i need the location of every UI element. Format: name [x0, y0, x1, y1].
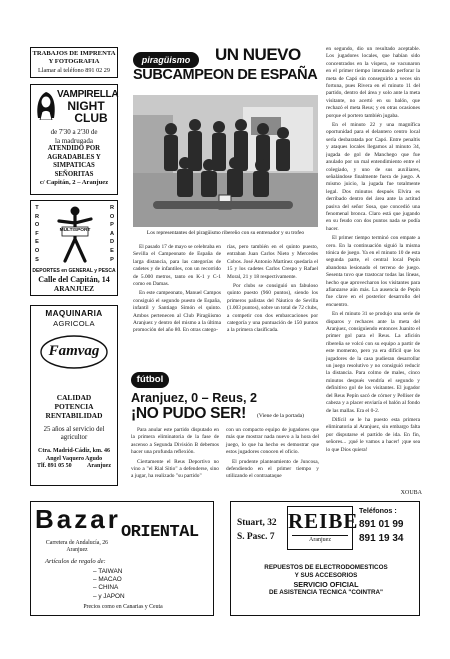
futbol-col2-p2: El prudente planteamiento de Juncosa, defendiendo en el primer tiempo y utilizando el contraataque [226, 458, 319, 480]
right-col-p2: En el minuto 22 y una magnífica oportunidad para el delantero centro local sería desbaratada por Capó. Entre penaltis y ataques locales llegamos al minuto 34, jugada de gol de Manchego que fue anulado por un mal entendimiento entre el colegiado, y uno de sus auxiliares, señalándose finalmente fuera de juego. A mismo juicio, la jugada fue totalmente legal. Dos minutos después Elvira es derribado dentro del área ante la actitud pasiva del señor Sosa, que concedió una fenomenal bronca. Claro está que jugando en su feudo con dos puntos nada se podía hacer. [326, 122, 420, 232]
piraguismo-col2-p2: Por clubs se consiguió un fabuloso quinto puesto (960 puntos), siendo los primeros palistas del Náutico de Sevilla (1.003 puntos), sobre un total de 72 clubs, a competir con dos embarcaciones por categoría y una puntuación de 150 puntos a la primera clasificada. [227, 283, 318, 334]
bazar-origin-taiwan: – TAIWAN [93, 568, 123, 575]
reibe-logo: REIBE [288, 509, 359, 533]
bazar-origin-china: – CHINA [93, 584, 119, 592]
vampirella-hours: de 7'30 a 2'30 de [50, 128, 98, 136]
reibe-logo-box [287, 506, 359, 550]
bazar-title: Bazar [35, 504, 121, 534]
famvag-addr1: Ctra. Madrid-Cádiz, km. 46 [38, 448, 110, 454]
right-col-p5: Difícil se le ha puesto esta primera eliminatoria al Aranjuez, sin embargo falta por disputarse el partido de ida. En fin, señores... ¡qué le vamos a hacer! ¡que sea lo que Dios quiera! [326, 416, 420, 453]
reibe-tel-label: Teléfonos : [359, 506, 397, 515]
bazar-intro: Artículos de regalo de: [45, 558, 106, 565]
vampirella-address: c/ Capitán, 2 – Aranjuez [39, 179, 109, 186]
famvag-years: 25 años al servicio del [43, 426, 105, 433]
famvag-town: Aranjuez [87, 463, 111, 470]
famvag-quality: CALIDAD [56, 393, 92, 402]
vampirella-line4: SEÑORITAS [54, 170, 94, 178]
imprenta-line1: TRABAJOS DE IMPRENTA [32, 50, 116, 57]
reibe-line2: Y SUS ACCESORIOS [294, 572, 358, 579]
article-signature: XOUBA [400, 490, 422, 496]
reibe-town: Aranjuez [292, 535, 348, 544]
vampirella-hours2: la madrugada [55, 136, 93, 145]
reibe-tel2: 891 19 34 [359, 533, 404, 544]
piraguismo-col1-p1: El pasado 17 de mayo se celebraba en Sevilla el Campeonato de España de larga distancia, para las categorías de cadetes y de infantiles, con un recorrido de 5.000 metros, tanto en K-1 y C-1 como en Damas. [133, 244, 221, 288]
right-col-p1: en segundo, dio un resultado aceptable. Los jugadores locales, que habían sido concentrados en la víspera, se vacunaron en el primer tiempo intentando perforar la meta de Capó sin conseguirlo a veces sin fortuna, pues Rivera en el minuto 11 del partido, dentro del área y solo ante la meta visitante, no acertó en su balón, que rechazó el meta Reus; y en otras ocasiones porque el portero también jugaba. [326, 46, 420, 119]
piraguismo-col1-p2: En este campeonato, Manuel Campos consiguió el segundo puesto de España, infantil y Santiago Simón el quinto. Ambos pertenecen al Club Piragüismo Aranjuez y dentro del mismo a la última promoción del año 80. En otras catego- [133, 290, 221, 334]
famvag-header1: MAQUINARIA [45, 309, 103, 318]
bazar-address2: Aranjuez [66, 547, 88, 554]
imprenta-line2: Y FOTOGRAFIA [48, 58, 100, 65]
vampirella-line2: AGRADABLES Y [47, 153, 101, 161]
multisport-ropa-deporte: R O P A D E P [109, 205, 115, 263]
piraguismo-headline1: UN NUEVO [215, 45, 301, 64]
ad-famvag [30, 305, 118, 486]
famvag-power: POTENCIA [54, 402, 94, 411]
ad-vampirella [30, 84, 118, 195]
bazar-address1: Carretera de Andalucía, 26 [45, 540, 109, 546]
multisport-logo: MULTISPORT [59, 228, 91, 233]
famvag-phone: Tlf. 891 05 50 [37, 463, 72, 470]
futbol-tag: fútbol [131, 372, 169, 388]
vampirella-club: CLUB [74, 111, 108, 125]
famvag-logo: Famvag [48, 343, 100, 359]
vampirella-title: VAMPIRELLA [57, 89, 119, 100]
right-col-p4: En el minuto 31 se produjo una serie de disparos y rechaces ante la meta del Aranjuez, consiguiendo entonces Juanito el primer gol para el Reus. La afición ribereña se volcó con su equipo a partir de este momento, pero ya era difícil que los jugadores de la casa pudieran desarrollar un juego resolutivo y no consiguió reducir la distancia. Para colmo de males, cinco minutos después vendría el segundo y definitivo gol de los visitantes. El jugador del Reus Pepín sacó de córner y Pelliser de cabeza y a placer enviaría el balón al fondo de las mallas. Era el 0-2. [326, 311, 420, 414]
multisport-line1: DEPORTES en GENERAL y PESCA [32, 268, 116, 274]
reibe-tel1: 891 01 99 [359, 519, 404, 530]
bazar-origin-macao: – MACAO [93, 576, 122, 584]
imprenta-phone: Llamar al teléfono 891 02 29 [38, 67, 110, 74]
multisport-figure-icon [53, 205, 97, 263]
bazar-footer: Precios como en Canarias y Ceuta [83, 604, 163, 610]
futbol-headline: Aranjuez, 0 – Reus, 2 [131, 391, 257, 405]
famvag-years2: agricultor [60, 434, 88, 441]
bazar-origin-japon: – y JAPON [93, 592, 125, 600]
piraguismo-col2-p1: rías, pero también en el quinto puesto, entraban Juan Carlos Nieto y Mercedes Cobos. José Antonio Martínez quedaría el 15 y los cadetes Carlos Crespo y Rafael Moral, 21 y 18 respectivamente. [227, 244, 318, 280]
vampirella-night: NIGHT [67, 99, 105, 113]
piraguismo-tag: piragüismo [133, 52, 199, 68]
team-photo-image [133, 95, 318, 227]
famvag-addr2: Angel Vaquero Agudo [45, 455, 103, 462]
futbol-col1-p2: Ciertamente el Reus Deportivo no vino a "el Rial Sitio" a defenderse, sino a jugar, ha realizado "su partido" [131, 458, 219, 480]
reibe-street1: Stuart, 32 [237, 518, 277, 528]
futbol-col2-p1: con un compacto equipo de jugadores que más que mostrar nada nuevo a la hora del juego, lo que ha hecho es demostrar que estos jugadores conocen el oficio. [226, 427, 319, 456]
vampirella-line3: SIMPATICAS [53, 162, 95, 169]
reibe-street2: S. Pasc. 7 [237, 532, 275, 542]
futbol-col1-p1: Para anular este partido disputado en la primera eliminatoria de la fase de ascenso a Segunda División B debemos hacer una profunda reflexión. [131, 427, 219, 456]
right-col-p3: El primer tiempo terminó con empate a cero. En la continuación siguió la misma tónica de juego. Ya en el minuto 10 de esta segunda parte, el central local Pepín abandona lesionado el terreno de juego. Sesenta tuvo que trastocar todas las líneas, hecho que aprovecharon los visitantes para afianzarse aún más. La ausencia de Pepín fue clave en el posterior desarrollo del encuentro. [326, 235, 420, 308]
ad-multisport [30, 200, 118, 296]
futbol-from-cover: (Viene de la portada) [257, 413, 305, 419]
famvag-profit: RENTABILIDAD [45, 411, 103, 420]
vampirella-woman-icon [34, 88, 58, 120]
multisport-town: ARANJUEZ [53, 284, 95, 293]
bazar-subtitle: ORIENTAL [121, 523, 199, 542]
vampirella-line1: ATENDIDO POR [47, 145, 101, 152]
kayak-team-photo [133, 95, 318, 227]
famvag-header2: AGRICOLA [53, 319, 95, 328]
reibe-line3: SERVICIO OFICIAL [293, 580, 359, 589]
reibe-line1: REPUESTOS DE ELECTRODOMESTICOS [264, 564, 388, 571]
photo-caption: Los representantes del piragüismo ribereño con su entrenador y su trofeo [146, 230, 305, 236]
ad-imprenta [30, 47, 118, 78]
multisport-trofeos: T R O F E O S [34, 205, 40, 263]
futbol-subhead: ¡NO PUDO SER! [131, 405, 246, 422]
piraguismo-headline2: SUBCAMPEON DE ESPAÑA [133, 67, 318, 83]
ad-reibe [230, 501, 420, 616]
multisport-address: Calle del Capitán, 14 [38, 275, 110, 284]
reibe-line4: DE ASISTENCIA TECNICA "COINTRA" [268, 589, 384, 596]
ad-bazar-oriental [30, 501, 214, 616]
